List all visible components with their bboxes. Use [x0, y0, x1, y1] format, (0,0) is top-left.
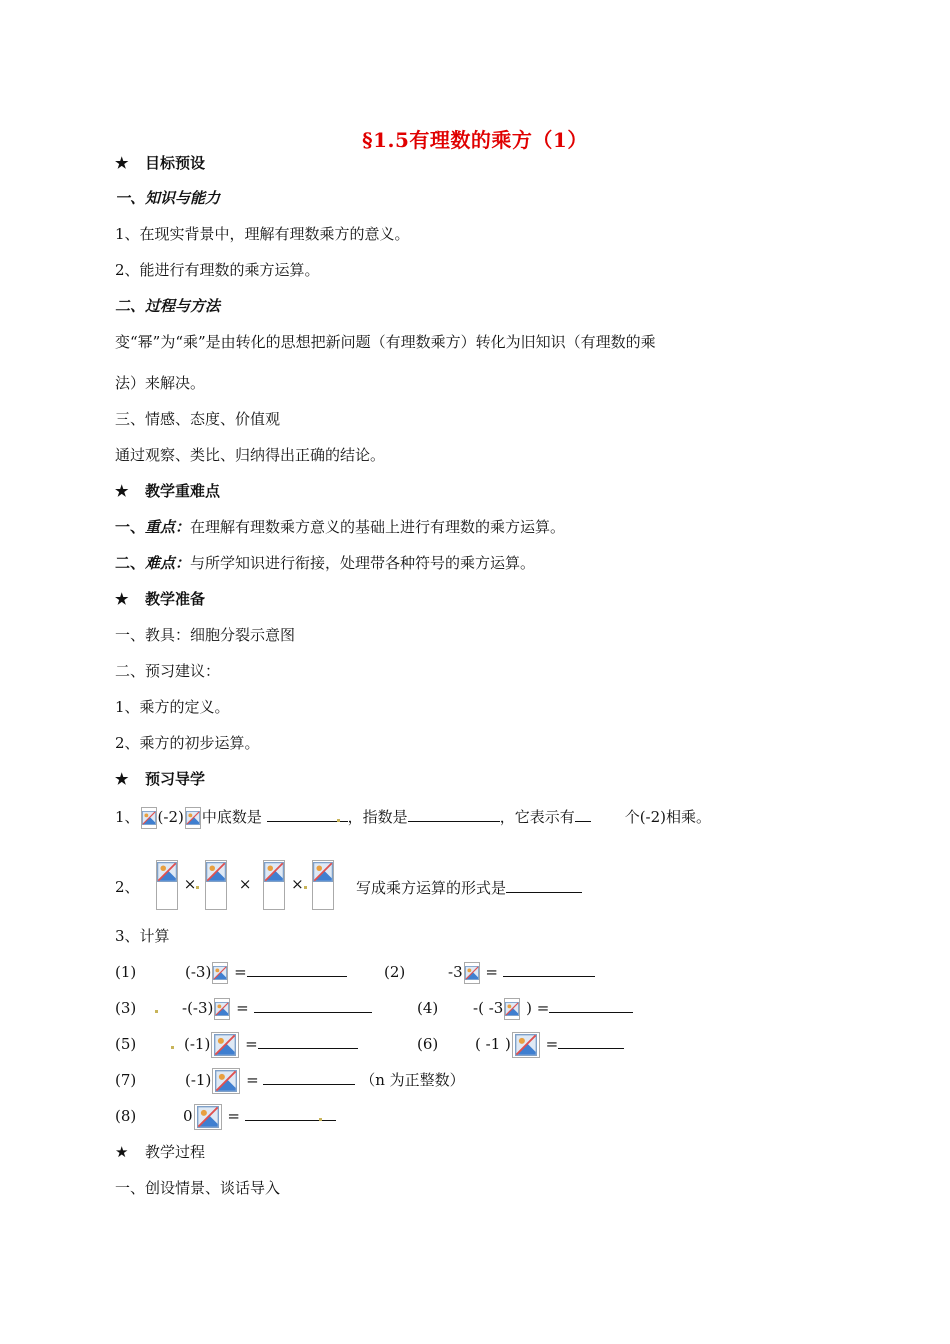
fraction-image-icon	[263, 860, 285, 910]
process-line-1: 一、创设情景、谈话导入	[115, 1179, 281, 1197]
calc-item-8: (8) 0 =	[115, 1104, 336, 1130]
prep-line-3: 1、乘方的定义。	[115, 698, 230, 716]
answer-blank-7[interactable]	[263, 1068, 355, 1085]
goals-heading-process: 二、过程与方法	[115, 297, 221, 315]
page-title: §1.5有理数的乘方（1）	[362, 128, 588, 152]
formula-image-icon	[185, 807, 201, 829]
prep-line-2: 二、预习建议：	[115, 662, 221, 680]
exponent-image-icon	[214, 998, 230, 1020]
calc-item-3: (3) -(-3) =	[115, 996, 372, 1020]
goals-heading-emotion: 三、情感、态度、价值观	[115, 410, 281, 428]
formula-image-icon	[141, 807, 157, 829]
answer-blank-1[interactable]	[247, 960, 347, 977]
calc-item-5: (5) (-1) =	[115, 1032, 358, 1058]
star-icon: ★	[115, 154, 129, 172]
answer-blank-4[interactable]	[549, 996, 633, 1013]
key-point-1: 一、重点：在理解有理数乘方意义的基础上进行有理数的乘方运算。	[115, 518, 566, 536]
calc-item-6: (6) ( -1 ) =	[417, 1032, 624, 1058]
goals-paragraph-3: 通过观察、类比、归纳得出正确的结论。	[115, 446, 386, 464]
calc-item-7: (7) (-1) = （n 为正整数）	[115, 1068, 465, 1094]
calc-item-1: (1) (-3) =	[115, 960, 347, 984]
answer-blank-5[interactable]	[258, 1032, 358, 1049]
key-point-2: 二、难点：与所学知识进行衔接，处理带各种符号的乘方运算。	[115, 554, 536, 572]
answer-blank-3[interactable]	[254, 996, 372, 1013]
prep-line-4: 2、乘方的初步运算。	[115, 734, 260, 752]
exponent-image-icon	[512, 1032, 540, 1058]
answer-blank-2[interactable]	[503, 960, 595, 977]
exponent-image-icon	[212, 1068, 240, 1094]
calc-item-4: (4) -( -3 ) =	[417, 996, 633, 1020]
fraction-image-icon	[205, 860, 227, 910]
prep-line-1: 一、教具：细胞分裂示意图	[115, 626, 296, 644]
section-process: ★ 教学过程	[115, 1143, 206, 1161]
question-2-text: 写成乘方运算的形式是	[356, 876, 582, 899]
answer-blank-6[interactable]	[558, 1032, 624, 1049]
fraction-image-icon	[312, 860, 334, 910]
question-3: 3、计算	[115, 927, 170, 945]
star-icon: ★	[115, 770, 129, 788]
exponent-image-icon	[212, 962, 228, 984]
exponent-image-icon	[464, 962, 480, 984]
answer-blank-base[interactable]	[267, 805, 337, 822]
answer-blank-exponent[interactable]	[408, 805, 500, 822]
star-icon: ★	[115, 1143, 129, 1161]
answer-blank-8[interactable]	[245, 1104, 319, 1121]
question-2: 2、	[115, 878, 140, 896]
star-icon: ★	[115, 590, 129, 608]
section-goals: ★ 目标预设	[115, 154, 206, 172]
exponent-image-icon	[504, 998, 520, 1020]
question-2-product: × × ×	[155, 860, 335, 910]
answer-blank-count[interactable]	[575, 805, 591, 822]
section-key-points: ★ 教学重难点	[115, 482, 221, 500]
section-preparation: ★ 教学准备	[115, 590, 206, 608]
answer-blank-power-form[interactable]	[506, 876, 582, 893]
goals-paragraph-2: 法）来解决。	[115, 374, 206, 392]
calc-item-2: (2) -3 =	[384, 960, 595, 984]
exponent-image-icon	[194, 1104, 222, 1130]
question-1: 1、 (-2) 中底数是 ，指数是 ，它表示有 个(-2)相乘。	[115, 805, 711, 829]
section-preview: ★ 预习导学	[115, 770, 206, 788]
goals-heading-knowledge: 一、知识与能力	[115, 189, 221, 207]
fraction-image-icon	[156, 860, 178, 910]
goals-paragraph-1: 变“幂”为“乘”是由转化的思想把新问题（有理数乘方）转化为旧知识（有理数的乘	[115, 333, 656, 351]
goals-line-2: 2、能进行有理数的乘方运算。	[115, 261, 320, 279]
star-icon: ★	[115, 482, 129, 500]
goals-line-1: 1、在现实背景中，理解有理数乘方的意义。	[115, 225, 410, 243]
exponent-image-icon	[211, 1032, 239, 1058]
